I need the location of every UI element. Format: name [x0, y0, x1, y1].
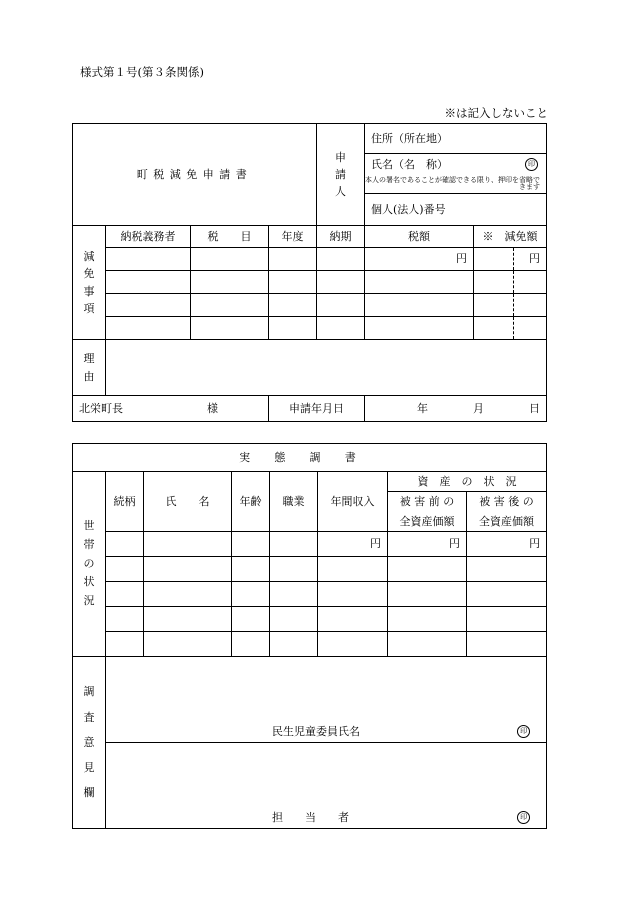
survey-table [72, 443, 547, 829]
before-damage-cell[interactable] [388, 582, 467, 607]
annual-income-cell[interactable] [318, 607, 388, 632]
header-tax-item: 税 目 [191, 226, 269, 248]
taxpayer-cell[interactable] [106, 317, 191, 340]
taxpayer-cell[interactable] [106, 248, 191, 271]
survey-title: 実態調書 [239, 450, 380, 464]
application-date-field[interactable] [365, 396, 547, 422]
year-cell[interactable] [269, 317, 317, 340]
relation-cell[interactable] [106, 582, 144, 607]
before-damage-cell[interactable] [388, 532, 467, 557]
month-unit: 月 [473, 401, 484, 415]
annual-income-cell[interactable] [318, 557, 388, 582]
reason-label-cell [73, 340, 106, 396]
tax-item-cell[interactable] [191, 317, 269, 340]
seal-icon: 印 [517, 811, 530, 824]
personal-number-field[interactable] [365, 194, 547, 226]
header-period: 納期 [317, 226, 365, 248]
header-age: 年齢 [232, 472, 270, 532]
reason-field[interactable] [106, 340, 547, 396]
table-row [73, 317, 547, 340]
name-cell[interactable] [144, 632, 232, 657]
reduction-amount-cell[interactable] [474, 248, 514, 271]
relation-cell[interactable] [106, 557, 144, 582]
annual-income-cell[interactable] [318, 632, 388, 657]
applicant-label: 申請人 [335, 150, 346, 199]
table-row [73, 532, 547, 557]
header-year: 年度 [269, 226, 317, 248]
table-row [73, 557, 547, 582]
addressee-cell [73, 396, 269, 422]
table-row [73, 607, 547, 632]
reduction-amount-cell[interactable] [474, 271, 514, 294]
note-not-to-fill: ※は記入しないこと [444, 106, 548, 120]
name-field[interactable] [365, 154, 547, 176]
header-after-damage-2: 全資産価額 [467, 512, 547, 532]
household-label: 世帯の状況 [83, 519, 95, 608]
opinion-label-cell [73, 657, 106, 829]
household-label-cell [73, 472, 106, 657]
signature-note: 本人の署名であることが確認できる限り、押印を省略できます [365, 176, 547, 194]
reduction-amount-cell-yen[interactable] [514, 317, 547, 340]
before-damage-cell[interactable] [388, 632, 467, 657]
yen-unit: 円 [449, 537, 460, 551]
reduction-amount-cell[interactable] [474, 317, 514, 340]
header-occupation: 職業 [270, 472, 318, 532]
honorific: 様 [207, 401, 218, 415]
year-cell[interactable] [269, 271, 317, 294]
yen-unit: 円 [370, 537, 381, 551]
period-cell[interactable] [317, 317, 365, 340]
reduction-label: 減免事項 [83, 250, 95, 315]
tax-item-cell[interactable] [191, 271, 269, 294]
name-cell[interactable] [144, 557, 232, 582]
reason-label: 理由 [83, 352, 95, 383]
before-damage-cell[interactable] [388, 557, 467, 582]
period-cell[interactable] [317, 248, 365, 271]
relation-cell[interactable] [106, 607, 144, 632]
reduction-amount-cell-yen[interactable] [514, 294, 547, 317]
after-damage-cell[interactable] [467, 632, 547, 657]
header-before-damage-2: 全資産価額 [388, 512, 467, 532]
form-number: 様式第１号(第３条関係) [80, 65, 204, 79]
after-damage-cell[interactable] [467, 557, 547, 582]
application-date-label: 申請年月日 [269, 396, 365, 422]
reduction-amount-cell-yen[interactable] [514, 271, 547, 294]
seal-icon: 印 [525, 158, 538, 171]
year-cell[interactable] [269, 248, 317, 271]
day-unit: 日 [529, 401, 540, 415]
age-cell[interactable] [232, 582, 270, 607]
header-before-damage-1: 被 害 前 の [388, 492, 467, 512]
person-in-charge-label: 担 当 者 [272, 810, 349, 824]
yen-unit: 円 [529, 537, 541, 551]
reduction-amount-cell[interactable] [474, 294, 514, 317]
name-cell[interactable] [144, 607, 232, 632]
annual-income-cell[interactable] [318, 582, 388, 607]
name-cell[interactable] [144, 582, 232, 607]
table-row [73, 632, 547, 657]
address-label: 住所（所在地） [371, 131, 448, 145]
name-label: 氏名（名 称） [371, 158, 448, 172]
taxpayer-cell[interactable] [106, 294, 191, 317]
header-name: 氏 名 [144, 472, 232, 532]
opinion-label: 調査意見欄 [83, 685, 95, 800]
after-damage-cell[interactable] [467, 532, 547, 557]
header-relation: 続柄 [106, 472, 144, 532]
applicant-label-cell [317, 124, 365, 226]
relation-cell[interactable] [106, 632, 144, 657]
age-cell[interactable] [232, 607, 270, 632]
period-cell[interactable] [317, 294, 365, 317]
occupation-cell[interactable] [270, 632, 318, 657]
age-cell[interactable] [232, 632, 270, 657]
tax-item-cell[interactable] [191, 294, 269, 317]
year-unit: 年 [417, 401, 428, 415]
welfare-commissioner-field[interactable] [106, 657, 547, 743]
table-row [73, 248, 547, 271]
tax-item-cell[interactable] [191, 248, 269, 271]
reduction-amount-cell-yen[interactable] [514, 248, 547, 271]
occupation-cell[interactable] [270, 557, 318, 582]
yen-unit: 円 [456, 252, 467, 266]
header-after-damage-1: 被 害 後 の [467, 492, 547, 512]
before-damage-cell[interactable] [388, 607, 467, 632]
yen-unit: 円 [529, 252, 540, 266]
occupation-cell[interactable] [270, 607, 318, 632]
after-damage-cell[interactable] [467, 582, 547, 607]
occupation-cell[interactable] [270, 582, 318, 607]
application-table [72, 123, 547, 422]
tax-amount-cell[interactable] [365, 271, 474, 294]
age-cell[interactable] [232, 532, 270, 557]
tax-amount-cell[interactable] [365, 317, 474, 340]
taxpayer-cell[interactable] [106, 271, 191, 294]
tax-amount-cell[interactable] [365, 248, 474, 271]
addressee: 北栄町長 [79, 401, 123, 415]
table-row [73, 582, 547, 607]
header-annual-income: 年間収入 [318, 472, 388, 532]
header-taxpayer: 納税義務者 [106, 226, 191, 248]
welfare-commissioner-label: 民生児童委員氏名 [272, 724, 360, 738]
name-cell[interactable] [144, 532, 232, 557]
person-in-charge-field[interactable] [106, 743, 547, 829]
annual-income-cell[interactable] [318, 532, 388, 557]
application-title-cell [73, 124, 317, 226]
age-cell[interactable] [232, 557, 270, 582]
application-title: 町税減免申請書 [136, 167, 253, 181]
relation-cell[interactable] [106, 532, 144, 557]
reduction-label-cell [73, 226, 106, 340]
personal-number-label: 個人(法人)番号 [371, 202, 446, 216]
occupation-cell[interactable] [270, 532, 318, 557]
after-damage-cell[interactable] [467, 607, 547, 632]
header-reduction-amount: ※ 減免額 [474, 226, 547, 248]
survey-title-cell [73, 444, 547, 472]
table-row [73, 294, 547, 317]
address-field[interactable] [365, 124, 547, 154]
period-cell[interactable] [317, 271, 365, 294]
year-cell[interactable] [269, 294, 317, 317]
table-row [73, 271, 547, 294]
header-assets-status: 資 産 の 状 況 [388, 472, 547, 492]
header-tax-amount: 税額 [365, 226, 474, 248]
seal-icon: 印 [517, 725, 530, 738]
tax-amount-cell[interactable] [365, 294, 474, 317]
